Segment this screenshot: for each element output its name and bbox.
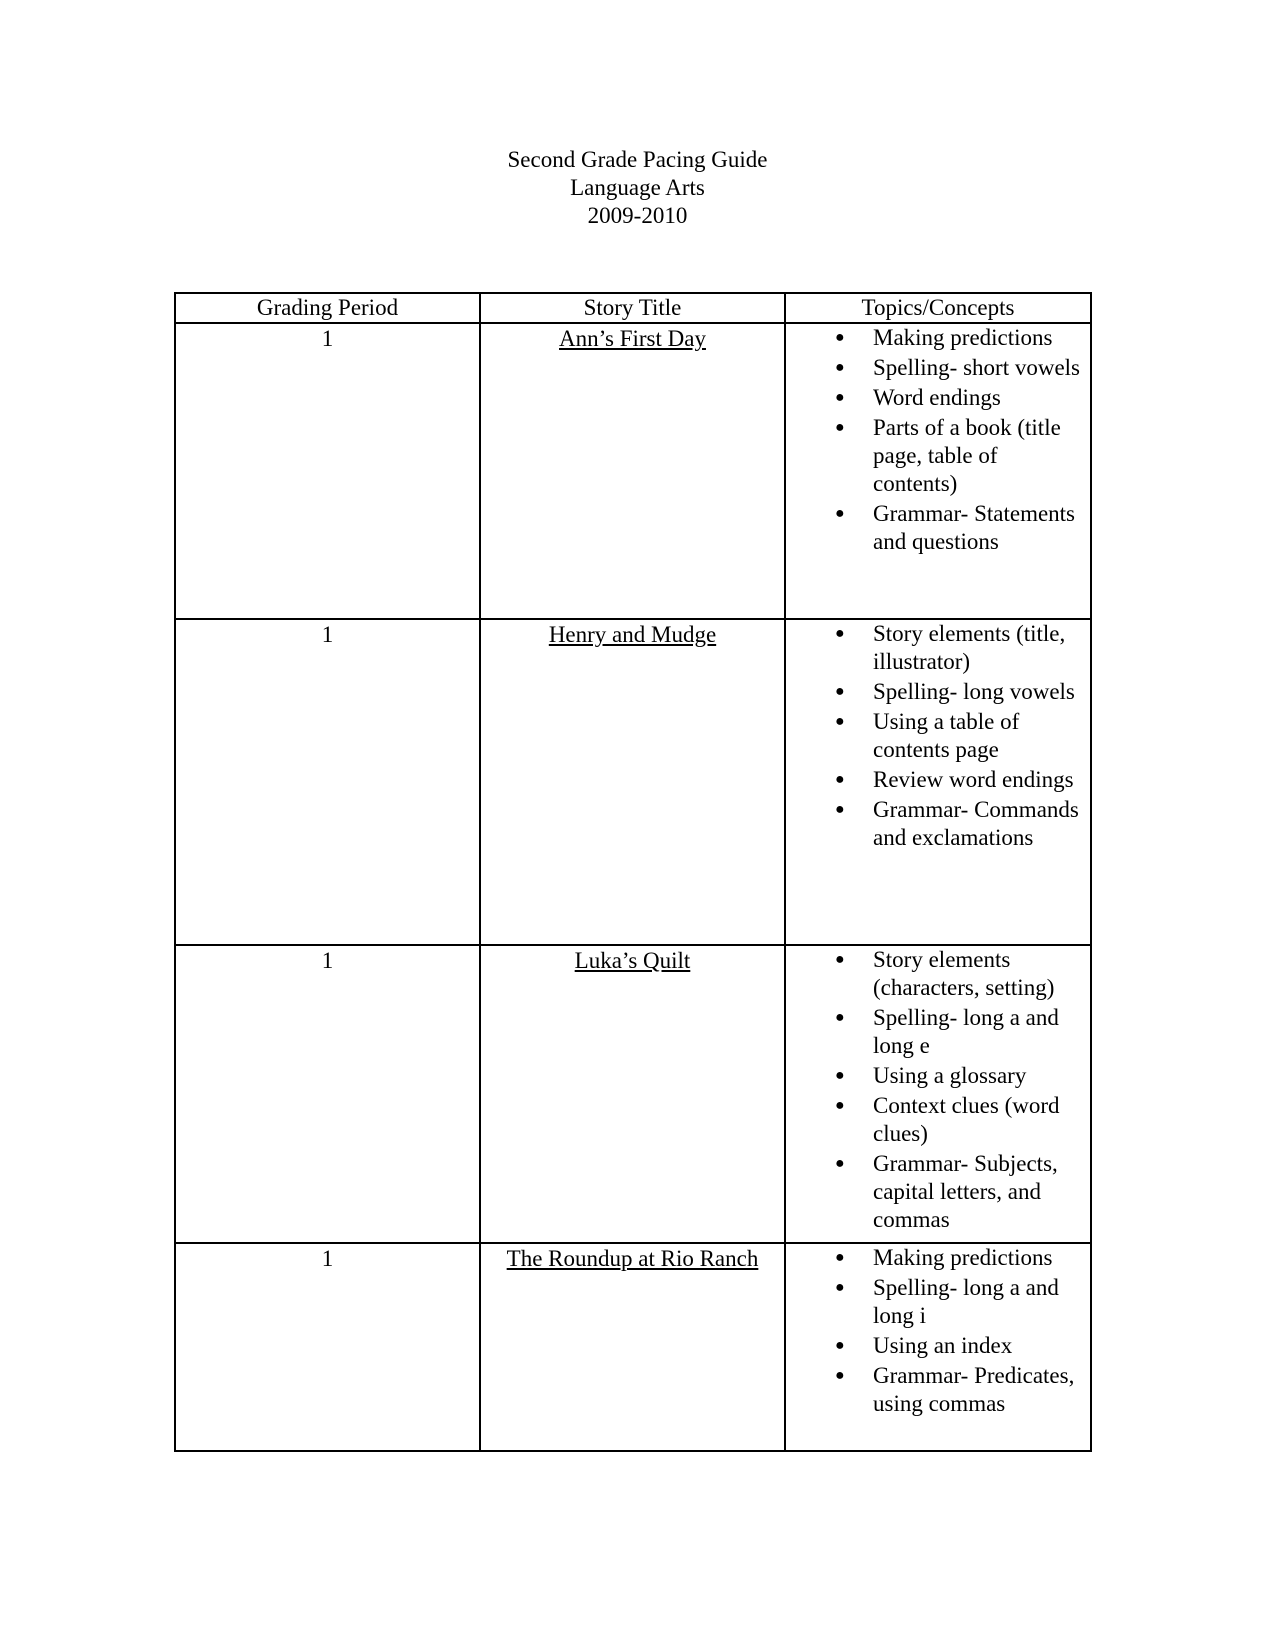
topic-item xyxy=(835,766,1090,794)
bullet-icon: ● xyxy=(835,683,845,700)
topic-text: Spelling- long a and long i xyxy=(873,1275,1059,1328)
table-row xyxy=(175,1243,1091,1451)
topic-text: Grammar- Commands and exclamations xyxy=(873,797,1079,850)
bullet-icon: ● xyxy=(835,419,845,436)
bullet-icon: ● xyxy=(835,1249,845,1266)
grading-period-cell: 1 xyxy=(175,1243,480,1451)
bullet-icon: ● xyxy=(835,389,845,406)
topics-list xyxy=(786,946,1090,1234)
topic-text: Parts of a book (title page, table of contents) xyxy=(873,415,1061,496)
story-title: Ann’s First Day xyxy=(559,326,706,351)
column-header-topics-concepts: Topics/Concepts xyxy=(785,293,1091,323)
topic-item xyxy=(835,708,1090,764)
topic-item xyxy=(835,384,1090,412)
bullet-icon: ● xyxy=(835,359,845,376)
bullet-icon: ● xyxy=(835,1367,845,1384)
topic-text: Grammar- Statements and questions xyxy=(873,501,1076,554)
document-subject: Language Arts xyxy=(570,175,705,200)
topic-text: Making predictions xyxy=(873,325,1053,350)
topic-item xyxy=(835,354,1090,382)
column-header-story-title: Story Title xyxy=(480,293,785,323)
topic-item xyxy=(835,1004,1090,1060)
topic-item xyxy=(835,1150,1090,1234)
document-year: 2009-2010 xyxy=(587,203,688,228)
bullet-icon: ● xyxy=(835,625,845,642)
topic-text: Making predictions xyxy=(873,1245,1053,1270)
topic-text: Spelling- long vowels xyxy=(873,679,1075,704)
bullet-icon: ● xyxy=(835,1337,845,1354)
story-title-cell xyxy=(480,945,785,1243)
bullet-icon: ● xyxy=(835,1067,845,1084)
topic-item xyxy=(835,324,1090,352)
topic-item xyxy=(835,1362,1090,1418)
topic-item xyxy=(835,946,1090,1002)
bullet-icon: ● xyxy=(835,1097,845,1114)
column-header-grading-period: Grading Period xyxy=(175,293,480,323)
topics-list xyxy=(786,620,1090,852)
table-row xyxy=(175,619,1091,945)
topic-text: Grammar- Subjects, capital letters, and commas xyxy=(873,1151,1058,1232)
topic-item xyxy=(835,796,1090,852)
topics-list xyxy=(786,1244,1090,1418)
topic-text: Spelling- long a and long e xyxy=(873,1005,1059,1058)
bullet-icon: ● xyxy=(835,951,845,968)
topics-list xyxy=(786,324,1090,556)
topic-text: Context clues (word clues) xyxy=(873,1093,1060,1146)
bullet-icon: ● xyxy=(835,771,845,788)
story-title-cell xyxy=(480,619,785,945)
table-header-row xyxy=(175,293,1091,323)
bullet-icon: ● xyxy=(835,801,845,818)
grading-period-cell: 1 xyxy=(175,323,480,619)
topic-item xyxy=(835,1092,1090,1148)
bullet-icon: ● xyxy=(835,1155,845,1172)
bullet-icon: ● xyxy=(835,1279,845,1296)
topic-item xyxy=(835,620,1090,676)
topic-item xyxy=(835,678,1090,706)
topic-item xyxy=(835,500,1090,556)
story-title: Henry and Mudge xyxy=(548,622,717,647)
topic-item xyxy=(835,414,1090,498)
topic-item xyxy=(835,1244,1090,1272)
topics-cell xyxy=(785,619,1091,945)
topic-item xyxy=(835,1274,1090,1330)
topic-text: Spelling- short vowels xyxy=(873,355,1080,380)
topic-text: Review word endings xyxy=(873,767,1074,792)
topic-text: Grammar- Predicates, using commas xyxy=(873,1363,1075,1416)
story-title: The Roundup at Rio Ranch xyxy=(506,1246,759,1271)
topic-item xyxy=(835,1332,1090,1360)
table-row xyxy=(175,945,1091,1243)
bullet-icon: ● xyxy=(835,713,845,730)
topic-text: Word endings xyxy=(873,385,1001,410)
bullet-icon: ● xyxy=(835,1009,845,1026)
topic-text: Using an index xyxy=(873,1333,1013,1358)
topic-item xyxy=(835,1062,1090,1090)
topics-cell xyxy=(785,945,1091,1243)
topics-cell xyxy=(785,1243,1091,1451)
topic-text: Using a table of contents page xyxy=(873,709,1020,762)
story-title-cell xyxy=(480,1243,785,1451)
story-title-cell xyxy=(480,323,785,619)
grading-period-cell: 1 xyxy=(175,945,480,1243)
topics-cell xyxy=(785,323,1091,619)
table-row xyxy=(175,323,1091,619)
grading-period-cell: 1 xyxy=(175,619,480,945)
bullet-icon: ● xyxy=(835,329,845,346)
story-title: Luka’s Quilt xyxy=(574,948,691,973)
document-title: Second Grade Pacing Guide xyxy=(507,147,768,172)
pacing-guide-table xyxy=(174,292,1092,1452)
topic-text: Using a glossary xyxy=(873,1063,1027,1088)
topic-text: Story elements (characters, setting) xyxy=(873,947,1055,1000)
topic-text: Story elements (title, illustrator) xyxy=(873,621,1066,674)
document-header xyxy=(0,146,1275,230)
bullet-icon: ● xyxy=(835,505,845,522)
